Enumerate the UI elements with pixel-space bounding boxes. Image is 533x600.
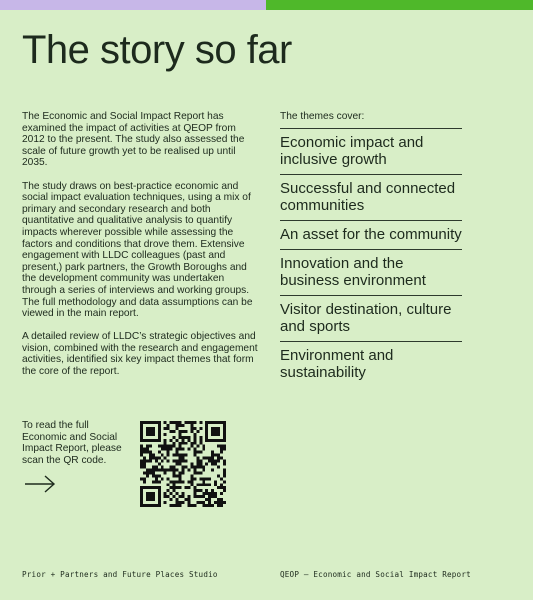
accent-bar-green — [266, 0, 533, 10]
intro-paragraph: The study draws on best-practice economic and social impact evaluation techniques, using a mix of primary and secondary research and both quantitative and qualitative analysis to quantify impacts wherever possible while assessing the factors and conditions that drove them. Extensive engagement with LLDC colleagues (past and present,) park partners, the Growth Boroughs and the development community was undertaken through a series of interviews and working groups. The full methodology and data assumptions can be viewed in the main report. — [22, 180, 253, 320]
qr-code[interactable] — [140, 421, 226, 507]
theme-item: Economic impact and inclusive growth — [280, 128, 462, 174]
intro-text — [22, 111, 260, 389]
intro-paragraph: The Economic and Social Impact Report has examined the impact of activities at QEOP from 2012 to the present. The study also assessed the scale of future growth yet to be realised up until 2035. — [22, 111, 245, 169]
theme-item: An asset for the community — [280, 220, 462, 249]
theme-item: Environment and sustainability — [280, 341, 462, 387]
arrow-right-icon — [24, 474, 56, 494]
themes-list — [280, 111, 462, 387]
page-title: The story so far — [22, 28, 292, 72]
theme-item: Successful and connected communities — [280, 174, 462, 220]
footer-credits: Prior + Partners and Future Places Studio — [22, 570, 218, 579]
intro-paragraph: A detailed review of LLDC’s strategic objectives and vision, combined with the research and engagement activities, identified six key impact themes that form the core of the report. — [22, 331, 258, 378]
themes-label: The themes cover: — [280, 111, 365, 122]
accent-bar-lilac — [0, 0, 266, 10]
theme-item: Visitor destination, culture and sports — [280, 295, 462, 341]
footer-report-title: QEOP — Economic and Social Impact Report — [280, 570, 471, 579]
qr-instructions: To read the full Economic and Social Impact Report, please scan the QR code. — [22, 420, 122, 466]
theme-item: Innovation and the business environment — [280, 249, 462, 295]
